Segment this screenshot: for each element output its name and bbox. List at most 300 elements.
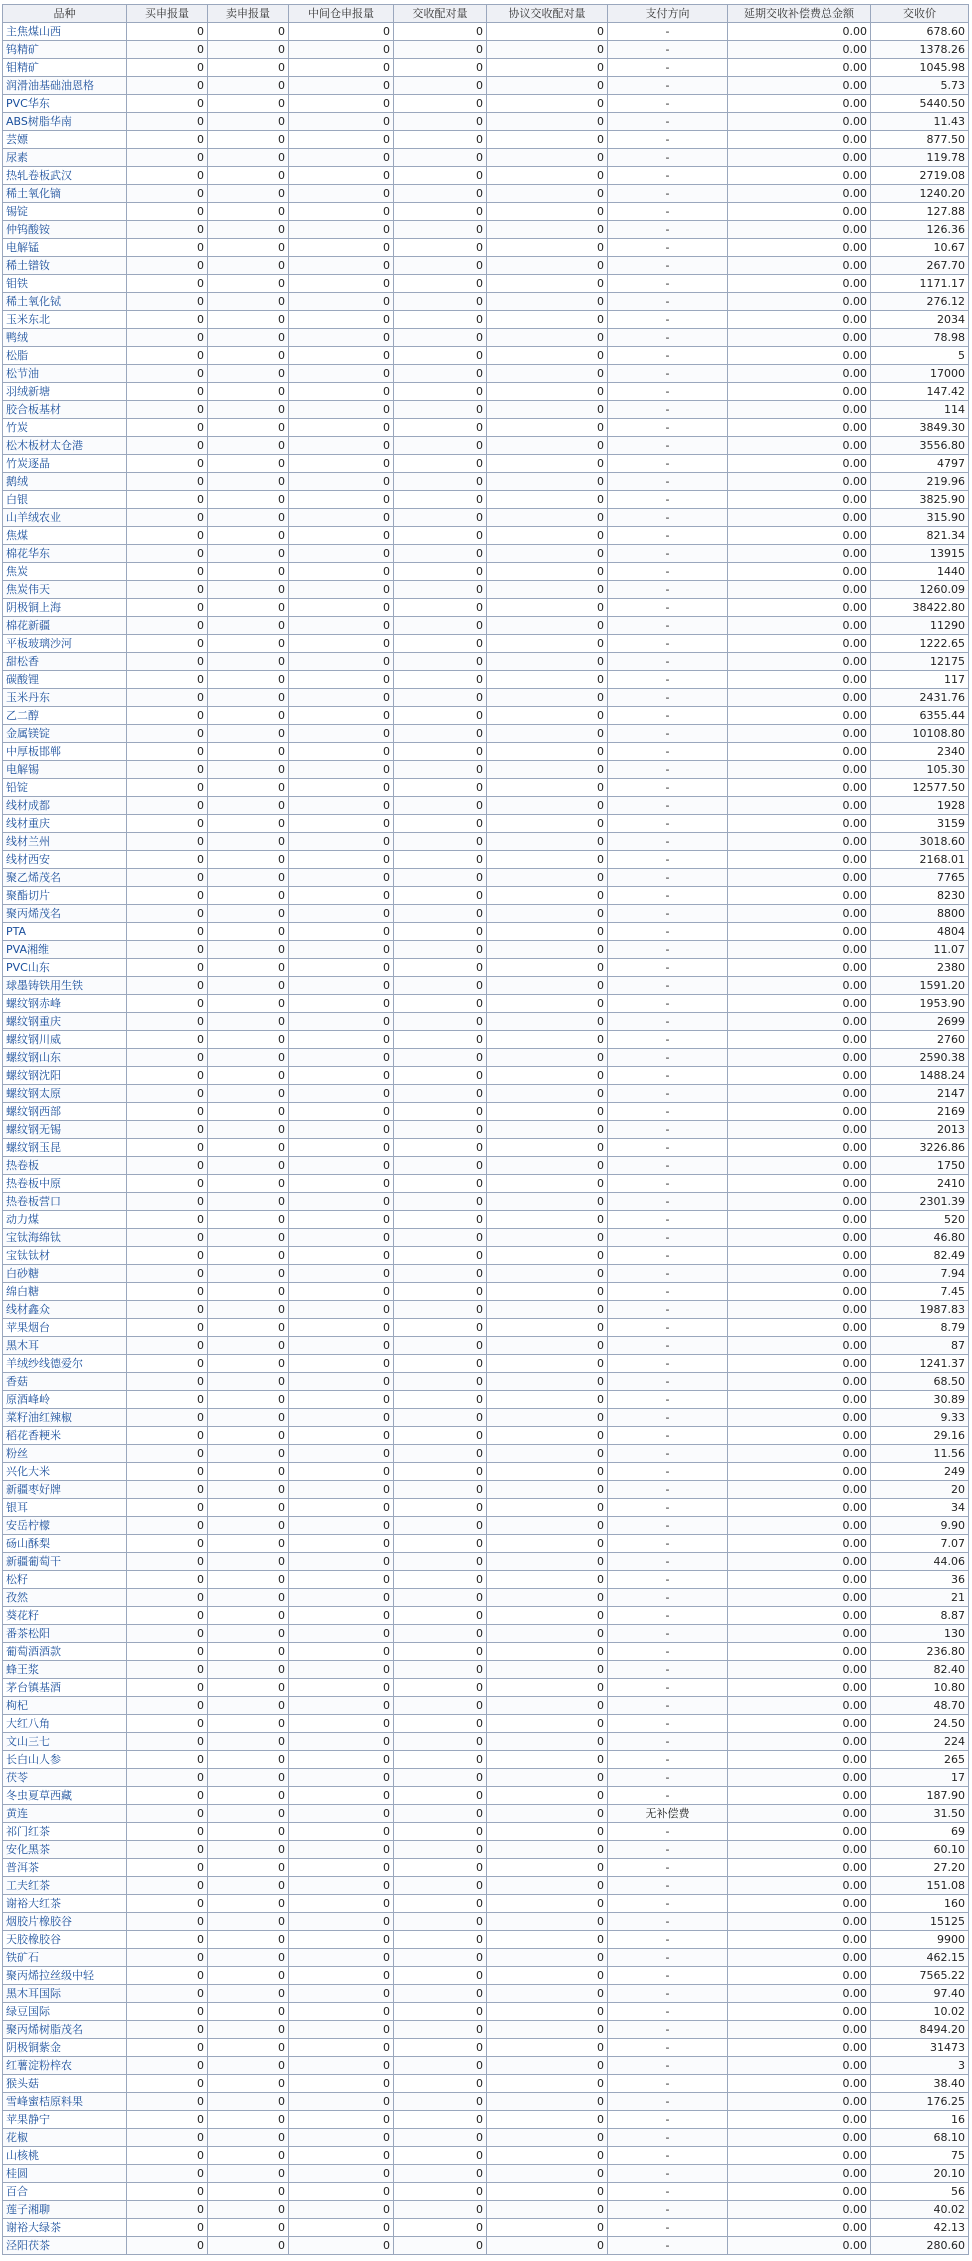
cell-product[interactable]: 稀土氧化铽 bbox=[3, 293, 127, 311]
cell-product[interactable]: 螺纹钢无锡 bbox=[3, 1121, 127, 1139]
cell-product[interactable]: 线材重庆 bbox=[3, 815, 127, 833]
cell-intermediate-declared: 0 bbox=[289, 77, 394, 95]
cell-product[interactable]: 锡锭 bbox=[3, 203, 127, 221]
cell-delivery-price: 5440.50 bbox=[871, 95, 969, 113]
cell-delivery-price: 127.88 bbox=[871, 203, 969, 221]
cell-payment-direction: - bbox=[608, 131, 728, 149]
cell-agreement-matched: 0 bbox=[487, 1859, 608, 1877]
cell-payment-direction: - bbox=[608, 689, 728, 707]
cell-delivery-price: 7.07 bbox=[871, 1535, 969, 1553]
cell-deferred-compensation: 0.00 bbox=[728, 2111, 871, 2129]
cell-product[interactable]: 白银 bbox=[3, 491, 127, 509]
header-payment-direction[interactable]: 支付方向 bbox=[608, 5, 728, 23]
cell-delivery-price: 12577.50 bbox=[871, 779, 969, 797]
cell-product[interactable]: 线材西安 bbox=[3, 851, 127, 869]
table-row bbox=[3, 1049, 969, 1067]
cell-buy-declared: 0 bbox=[127, 977, 208, 995]
cell-intermediate-declared: 0 bbox=[289, 941, 394, 959]
table-row bbox=[3, 1175, 969, 1193]
cell-product[interactable]: 碳酸锂 bbox=[3, 671, 127, 689]
cell-intermediate-declared: 0 bbox=[289, 1139, 394, 1157]
cell-sell-declared: 0 bbox=[208, 2201, 289, 2219]
cell-product[interactable]: 天胶橡胶谷 bbox=[3, 1931, 127, 1949]
cell-product[interactable]: 茯苓 bbox=[3, 1769, 127, 1787]
cell-payment-direction: - bbox=[608, 1193, 728, 1211]
cell-product[interactable]: 葡萄酒酒款 bbox=[3, 1643, 127, 1661]
cell-product[interactable]: 甜松香 bbox=[3, 653, 127, 671]
cell-product[interactable]: 苹果烟台 bbox=[3, 1319, 127, 1337]
cell-deferred-compensation: 0.00 bbox=[728, 473, 871, 491]
header-agreement-matched[interactable]: 协议交收配对量 bbox=[487, 5, 608, 23]
cell-product[interactable]: 黑木耳国际 bbox=[3, 1985, 127, 2003]
cell-payment-direction: - bbox=[608, 2147, 728, 2165]
cell-buy-declared: 0 bbox=[127, 635, 208, 653]
table-row bbox=[3, 1517, 969, 1535]
cell-product[interactable]: 大红八角 bbox=[3, 1715, 127, 1733]
header-product[interactable]: 品种 bbox=[3, 5, 127, 23]
cell-delivery-matched: 0 bbox=[394, 1139, 487, 1157]
cell-product[interactable]: 胶合板基材 bbox=[3, 401, 127, 419]
cell-product[interactable]: 玉米丹东 bbox=[3, 689, 127, 707]
table-row bbox=[3, 1481, 969, 1499]
cell-product[interactable]: 玉米东北 bbox=[3, 311, 127, 329]
cell-delivery-price: 24.50 bbox=[871, 1715, 969, 1733]
cell-buy-declared: 0 bbox=[127, 275, 208, 293]
cell-product[interactable]: 安化黑茶 bbox=[3, 1841, 127, 1859]
cell-intermediate-declared: 0 bbox=[289, 23, 394, 41]
cell-product[interactable]: 枸杞 bbox=[3, 1697, 127, 1715]
cell-product[interactable]: 稀土氧化镝 bbox=[3, 185, 127, 203]
cell-agreement-matched: 0 bbox=[487, 257, 608, 275]
cell-product[interactable]: 孜然 bbox=[3, 1589, 127, 1607]
cell-product[interactable]: 金属镁锭 bbox=[3, 725, 127, 743]
cell-delivery-price: 15125 bbox=[871, 1913, 969, 1931]
cell-sell-declared: 0 bbox=[208, 563, 289, 581]
cell-agreement-matched: 0 bbox=[487, 1463, 608, 1481]
cell-product[interactable]: 普洱茶 bbox=[3, 1859, 127, 1877]
cell-deferred-compensation: 0.00 bbox=[728, 1535, 871, 1553]
cell-product[interactable]: 螺纹钢山东 bbox=[3, 1049, 127, 1067]
cell-agreement-matched: 0 bbox=[487, 1427, 608, 1445]
cell-agreement-matched: 0 bbox=[487, 599, 608, 617]
cell-product[interactable]: 羊绒纱线德爱尔 bbox=[3, 1355, 127, 1373]
table-row bbox=[3, 1913, 969, 1931]
cell-product[interactable]: 主焦煤山西 bbox=[3, 23, 127, 41]
cell-payment-direction: - bbox=[608, 2021, 728, 2039]
cell-intermediate-declared: 0 bbox=[289, 635, 394, 653]
cell-payment-direction: - bbox=[608, 1175, 728, 1193]
table-row bbox=[3, 59, 969, 77]
cell-product[interactable]: 文山三七 bbox=[3, 1733, 127, 1751]
cell-agreement-matched: 0 bbox=[487, 1445, 608, 1463]
cell-product[interactable]: 绵白糖 bbox=[3, 1283, 127, 1301]
cell-delivery-matched: 0 bbox=[394, 707, 487, 725]
cell-product[interactable]: 山核桃 bbox=[3, 2147, 127, 2165]
cell-product[interactable]: 新疆葡萄干 bbox=[3, 1553, 127, 1571]
cell-agreement-matched: 0 bbox=[487, 1553, 608, 1571]
cell-product[interactable]: 番茶松阳 bbox=[3, 1625, 127, 1643]
cell-product[interactable]: 棉花华东 bbox=[3, 545, 127, 563]
cell-intermediate-declared: 0 bbox=[289, 653, 394, 671]
cell-agreement-matched: 0 bbox=[487, 2201, 608, 2219]
cell-payment-direction: - bbox=[608, 1373, 728, 1391]
cell-buy-declared: 0 bbox=[127, 563, 208, 581]
cell-deferred-compensation: 0.00 bbox=[728, 1787, 871, 1805]
table-row bbox=[3, 149, 969, 167]
cell-product[interactable]: 钼铁 bbox=[3, 275, 127, 293]
cell-product[interactable]: 线材兰州 bbox=[3, 833, 127, 851]
cell-agreement-matched: 0 bbox=[487, 1067, 608, 1085]
cell-product[interactable]: 线材鑫众 bbox=[3, 1301, 127, 1319]
table-row bbox=[3, 491, 969, 509]
cell-product[interactable]: 长白山人参 bbox=[3, 1751, 127, 1769]
cell-product[interactable]: PVC山东 bbox=[3, 959, 127, 977]
cell-product[interactable]: 螺纹钢沈阳 bbox=[3, 1067, 127, 1085]
table-row bbox=[3, 923, 969, 941]
cell-payment-direction: - bbox=[608, 1697, 728, 1715]
cell-product[interactable]: 螺纹钢赤峰 bbox=[3, 995, 127, 1013]
cell-deferred-compensation: 0.00 bbox=[728, 689, 871, 707]
cell-product[interactable]: 蜂王浆 bbox=[3, 1661, 127, 1679]
header-intermediate-declared[interactable]: 中间仓申报量 bbox=[289, 5, 394, 23]
cell-product[interactable]: 苹果静宁 bbox=[3, 2111, 127, 2129]
cell-product[interactable]: ABS树脂华南 bbox=[3, 113, 127, 131]
cell-buy-declared: 0 bbox=[127, 473, 208, 491]
cell-payment-direction: - bbox=[608, 743, 728, 761]
cell-sell-declared: 0 bbox=[208, 1121, 289, 1139]
cell-agreement-matched: 0 bbox=[487, 707, 608, 725]
cell-product[interactable]: 绿豆国际 bbox=[3, 2003, 127, 2021]
cell-product[interactable]: 安岳柠檬 bbox=[3, 1517, 127, 1535]
cell-sell-declared: 0 bbox=[208, 2165, 289, 2183]
cell-buy-declared: 0 bbox=[127, 293, 208, 311]
cell-product[interactable]: 雪峰蜜桔原料果 bbox=[3, 2093, 127, 2111]
cell-product[interactable]: 芸嫖 bbox=[3, 131, 127, 149]
cell-agreement-matched: 0 bbox=[487, 1535, 608, 1553]
cell-product[interactable]: 热卷板中原 bbox=[3, 1175, 127, 1193]
cell-product[interactable]: 润滑油基础油恩格 bbox=[3, 77, 127, 95]
cell-product[interactable]: 红薯淀粉梓农 bbox=[3, 2057, 127, 2075]
cell-product[interactable]: 冬虫夏草西藏 bbox=[3, 1787, 127, 1805]
cell-payment-direction: - bbox=[608, 1985, 728, 2003]
cell-deferred-compensation: 0.00 bbox=[728, 527, 871, 545]
cell-product[interactable]: 稀土镨钕 bbox=[3, 257, 127, 275]
cell-agreement-matched: 0 bbox=[487, 2237, 608, 2255]
cell-product[interactable]: 松木板材太仓港 bbox=[3, 437, 127, 455]
cell-agreement-matched: 0 bbox=[487, 1715, 608, 1733]
cell-product[interactable]: 聚酯切片 bbox=[3, 887, 127, 905]
cell-product[interactable]: 百合 bbox=[3, 2183, 127, 2201]
cell-buy-declared: 0 bbox=[127, 1139, 208, 1157]
cell-product[interactable]: 竹炭逐晶 bbox=[3, 455, 127, 473]
cell-product[interactable]: 乙二醇 bbox=[3, 707, 127, 725]
cell-sell-declared: 0 bbox=[208, 815, 289, 833]
cell-product[interactable]: 新疆枣好牌 bbox=[3, 1481, 127, 1499]
cell-product[interactable]: 花椒 bbox=[3, 2129, 127, 2147]
cell-product[interactable]: 电解锰 bbox=[3, 239, 127, 257]
cell-deferred-compensation: 0.00 bbox=[728, 2201, 871, 2219]
cell-buy-declared: 0 bbox=[127, 2219, 208, 2237]
cell-delivery-matched: 0 bbox=[394, 203, 487, 221]
cell-sell-declared: 0 bbox=[208, 1661, 289, 1679]
table-row bbox=[3, 293, 969, 311]
cell-product[interactable]: 铅锭 bbox=[3, 779, 127, 797]
cell-product[interactable]: 菜籽油红辣椒 bbox=[3, 1409, 127, 1427]
cell-product[interactable]: 谢裕大绿茶 bbox=[3, 2219, 127, 2237]
header-delivery-matched[interactable]: 交收配对量 bbox=[394, 5, 487, 23]
cell-intermediate-declared: 0 bbox=[289, 563, 394, 581]
cell-delivery-matched: 0 bbox=[394, 977, 487, 995]
cell-delivery-price: 3159 bbox=[871, 815, 969, 833]
cell-delivery-matched: 0 bbox=[394, 851, 487, 869]
cell-product[interactable]: 羽绒新塘 bbox=[3, 383, 127, 401]
cell-deferred-compensation: 0.00 bbox=[728, 1283, 871, 1301]
cell-sell-declared: 0 bbox=[208, 1247, 289, 1265]
cell-deferred-compensation: 0.00 bbox=[728, 1661, 871, 1679]
cell-product[interactable]: 阴极铜紫金 bbox=[3, 2039, 127, 2057]
table-row bbox=[3, 275, 969, 293]
cell-product[interactable]: 螺纹钢玉昆 bbox=[3, 1139, 127, 1157]
table-row bbox=[3, 23, 969, 41]
cell-sell-declared: 0 bbox=[208, 851, 289, 869]
cell-product[interactable]: 工夫红茶 bbox=[3, 1877, 127, 1895]
cell-product[interactable]: 猴头菇 bbox=[3, 2075, 127, 2093]
cell-product[interactable]: 尿素 bbox=[3, 149, 127, 167]
cell-agreement-matched: 0 bbox=[487, 761, 608, 779]
cell-intermediate-declared: 0 bbox=[289, 1013, 394, 1031]
cell-product[interactable]: 鹅绒 bbox=[3, 473, 127, 491]
cell-buy-declared: 0 bbox=[127, 1589, 208, 1607]
cell-product[interactable]: 动力煤 bbox=[3, 1211, 127, 1229]
cell-delivery-price: 38.40 bbox=[871, 2075, 969, 2093]
cell-deferred-compensation: 0.00 bbox=[728, 1697, 871, 1715]
cell-product[interactable]: 谢裕大红茶 bbox=[3, 1895, 127, 1913]
cell-buy-declared: 0 bbox=[127, 1535, 208, 1553]
cell-payment-direction: - bbox=[608, 1607, 728, 1625]
table-row bbox=[3, 959, 969, 977]
cell-delivery-price: 117 bbox=[871, 671, 969, 689]
cell-product[interactable]: PTA bbox=[3, 923, 127, 941]
cell-delivery-price: 10.02 bbox=[871, 2003, 969, 2021]
cell-product[interactable]: 烟胶片橡胶谷 bbox=[3, 1913, 127, 1931]
cell-product[interactable]: 香菇 bbox=[3, 1373, 127, 1391]
cell-buy-declared: 0 bbox=[127, 1121, 208, 1139]
cell-product[interactable]: 棉花新疆 bbox=[3, 617, 127, 635]
cell-product[interactable]: 黄连 bbox=[3, 1805, 127, 1823]
cell-agreement-matched: 0 bbox=[487, 185, 608, 203]
cell-product[interactable]: 泾阳茯茶 bbox=[3, 2237, 127, 2255]
cell-product[interactable]: 热卷板 bbox=[3, 1157, 127, 1175]
cell-delivery-matched: 0 bbox=[394, 833, 487, 851]
cell-buy-declared: 0 bbox=[127, 131, 208, 149]
cell-buy-declared: 0 bbox=[127, 671, 208, 689]
table-row bbox=[3, 779, 969, 797]
cell-buy-declared: 0 bbox=[127, 1625, 208, 1643]
cell-sell-declared: 0 bbox=[208, 779, 289, 797]
cell-product[interactable]: 螺纹钢太原 bbox=[3, 1085, 127, 1103]
cell-sell-declared: 0 bbox=[208, 1211, 289, 1229]
cell-payment-direction: - bbox=[608, 311, 728, 329]
cell-product[interactable]: 钼精矿 bbox=[3, 59, 127, 77]
table-row bbox=[3, 185, 969, 203]
cell-delivery-matched: 0 bbox=[394, 1517, 487, 1535]
cell-product[interactable]: 钨精矿 bbox=[3, 41, 127, 59]
table-row bbox=[3, 617, 969, 635]
cell-product[interactable]: 茅台镇基酒 bbox=[3, 1679, 127, 1697]
cell-product[interactable]: 热卷板营口 bbox=[3, 1193, 127, 1211]
cell-agreement-matched: 0 bbox=[487, 869, 608, 887]
cell-product[interactable]: 松脂 bbox=[3, 347, 127, 365]
cell-product[interactable]: 桂圆 bbox=[3, 2165, 127, 2183]
cell-sell-declared: 0 bbox=[208, 401, 289, 419]
table-row bbox=[3, 1607, 969, 1625]
cell-product[interactable]: 鸭绒 bbox=[3, 329, 127, 347]
cell-agreement-matched: 0 bbox=[487, 1751, 608, 1769]
cell-agreement-matched: 0 bbox=[487, 743, 608, 761]
cell-deferred-compensation: 0.00 bbox=[728, 1229, 871, 1247]
cell-intermediate-declared: 0 bbox=[289, 977, 394, 995]
cell-buy-declared: 0 bbox=[127, 23, 208, 41]
cell-payment-direction: - bbox=[608, 653, 728, 671]
cell-intermediate-declared: 0 bbox=[289, 1229, 394, 1247]
cell-product[interactable]: 中厚板邯郸 bbox=[3, 743, 127, 761]
cell-payment-direction: - bbox=[608, 581, 728, 599]
cell-product[interactable]: 黑木耳 bbox=[3, 1337, 127, 1355]
cell-buy-declared: 0 bbox=[127, 59, 208, 77]
cell-payment-direction: - bbox=[608, 1139, 728, 1157]
cell-payment-direction: - bbox=[608, 275, 728, 293]
cell-product[interactable]: 电解锡 bbox=[3, 761, 127, 779]
cell-product[interactable]: 祁门红茶 bbox=[3, 1823, 127, 1841]
cell-product[interactable]: 稻花香粳米 bbox=[3, 1427, 127, 1445]
cell-product[interactable]: 铁矿石 bbox=[3, 1949, 127, 1967]
header-deferred-compensation[interactable]: 延期交收补偿费总金额 bbox=[728, 5, 871, 23]
cell-deferred-compensation: 0.00 bbox=[728, 203, 871, 221]
cell-product[interactable]: 宝钛海绵钛 bbox=[3, 1229, 127, 1247]
cell-sell-declared: 0 bbox=[208, 1985, 289, 2003]
table-row bbox=[3, 473, 969, 491]
cell-deferred-compensation: 0.00 bbox=[728, 329, 871, 347]
cell-intermediate-declared: 0 bbox=[289, 41, 394, 59]
cell-product[interactable]: 松节油 bbox=[3, 365, 127, 383]
cell-product[interactable]: 螺纹钢川威 bbox=[3, 1031, 127, 1049]
table-row bbox=[3, 545, 969, 563]
cell-intermediate-declared: 0 bbox=[289, 149, 394, 167]
cell-delivery-matched: 0 bbox=[394, 689, 487, 707]
cell-product[interactable]: 线材成都 bbox=[3, 797, 127, 815]
cell-deferred-compensation: 0.00 bbox=[728, 1265, 871, 1283]
cell-delivery-price: 8.87 bbox=[871, 1607, 969, 1625]
cell-product[interactable]: 聚丙烯拉丝级中轻 bbox=[3, 1967, 127, 1985]
header-sell-declared[interactable]: 卖申报量 bbox=[208, 5, 289, 23]
cell-sell-declared: 0 bbox=[208, 1949, 289, 1967]
cell-product[interactable]: 原酒峰岭 bbox=[3, 1391, 127, 1409]
cell-buy-declared: 0 bbox=[127, 1481, 208, 1499]
cell-product[interactable]: 聚乙烯茂名 bbox=[3, 869, 127, 887]
cell-product[interactable]: 竹炭 bbox=[3, 419, 127, 437]
cell-product[interactable]: 平板玻璃沙河 bbox=[3, 635, 127, 653]
cell-product[interactable]: 阴极铜上海 bbox=[3, 599, 127, 617]
cell-product[interactable]: 山羊绒农业 bbox=[3, 509, 127, 527]
cell-product[interactable]: 焦炭 bbox=[3, 563, 127, 581]
cell-deferred-compensation: 0.00 bbox=[728, 2003, 871, 2021]
cell-intermediate-declared: 0 bbox=[289, 383, 394, 401]
cell-delivery-price: 31.50 bbox=[871, 1805, 969, 1823]
cell-sell-declared: 0 bbox=[208, 887, 289, 905]
cell-payment-direction: - bbox=[608, 1949, 728, 1967]
cell-sell-declared: 0 bbox=[208, 2237, 289, 2255]
cell-product[interactable]: 莲子湘聊 bbox=[3, 2201, 127, 2219]
cell-buy-declared: 0 bbox=[127, 1319, 208, 1337]
cell-product[interactable]: 焦炭伟天 bbox=[3, 581, 127, 599]
cell-intermediate-declared: 0 bbox=[289, 1715, 394, 1733]
cell-intermediate-declared: 0 bbox=[289, 2237, 394, 2255]
header-delivery-price[interactable]: 交收价 bbox=[871, 5, 969, 23]
cell-buy-declared: 0 bbox=[127, 2111, 208, 2129]
cell-deferred-compensation: 0.00 bbox=[728, 167, 871, 185]
cell-sell-declared: 0 bbox=[208, 1373, 289, 1391]
cell-delivery-matched: 0 bbox=[394, 1265, 487, 1283]
cell-product[interactable]: PVC华东 bbox=[3, 95, 127, 113]
table-row bbox=[3, 311, 969, 329]
cell-product[interactable]: 螺纹钢重庆 bbox=[3, 1013, 127, 1031]
cell-product[interactable]: 银耳 bbox=[3, 1499, 127, 1517]
cell-product[interactable]: 聚丙烯树脂茂名 bbox=[3, 2021, 127, 2039]
cell-payment-direction: - bbox=[608, 1895, 728, 1913]
cell-delivery-matched: 0 bbox=[394, 959, 487, 977]
cell-payment-direction: 无补偿费 bbox=[608, 1805, 728, 1823]
cell-deferred-compensation: 0.00 bbox=[728, 1085, 871, 1103]
cell-deferred-compensation: 0.00 bbox=[728, 581, 871, 599]
cell-product[interactable]: 松籽 bbox=[3, 1571, 127, 1589]
cell-intermediate-declared: 0 bbox=[289, 1193, 394, 1211]
cell-buy-declared: 0 bbox=[127, 1013, 208, 1031]
cell-deferred-compensation: 0.00 bbox=[728, 1985, 871, 2003]
cell-deferred-compensation: 0.00 bbox=[728, 1427, 871, 1445]
cell-intermediate-declared: 0 bbox=[289, 905, 394, 923]
cell-product[interactable]: 粉丝 bbox=[3, 1445, 127, 1463]
cell-product[interactable]: 聚丙烯茂名 bbox=[3, 905, 127, 923]
cell-product[interactable]: 热轧卷板武汉 bbox=[3, 167, 127, 185]
cell-product[interactable]: 葵花籽 bbox=[3, 1607, 127, 1625]
cell-product[interactable]: 球墨铸铁用生铁 bbox=[3, 977, 127, 995]
cell-sell-declared: 0 bbox=[208, 257, 289, 275]
cell-deferred-compensation: 0.00 bbox=[728, 2219, 871, 2237]
cell-buy-declared: 0 bbox=[127, 149, 208, 167]
cell-product[interactable]: 螺纹钢西部 bbox=[3, 1103, 127, 1121]
cell-deferred-compensation: 0.00 bbox=[728, 959, 871, 977]
cell-product[interactable]: PVA湘维 bbox=[3, 941, 127, 959]
cell-agreement-matched: 0 bbox=[487, 545, 608, 563]
cell-agreement-matched: 0 bbox=[487, 203, 608, 221]
header-buy-declared[interactable]: 买申报量 bbox=[127, 5, 208, 23]
cell-product[interactable]: 砀山酥梨 bbox=[3, 1535, 127, 1553]
cell-product[interactable]: 兴化大米 bbox=[3, 1463, 127, 1481]
cell-delivery-matched: 0 bbox=[394, 1157, 487, 1175]
cell-product[interactable]: 仲钨酸铵 bbox=[3, 221, 127, 239]
cell-sell-declared: 0 bbox=[208, 95, 289, 113]
cell-delivery-matched: 0 bbox=[394, 995, 487, 1013]
cell-delivery-price: 36 bbox=[871, 1571, 969, 1589]
cell-agreement-matched: 0 bbox=[487, 1085, 608, 1103]
cell-buy-declared: 0 bbox=[127, 2183, 208, 2201]
cell-product[interactable]: 白砂糖 bbox=[3, 1265, 127, 1283]
cell-product[interactable]: 宝钛钛材 bbox=[3, 1247, 127, 1265]
cell-deferred-compensation: 0.00 bbox=[728, 419, 871, 437]
cell-product[interactable]: 焦煤 bbox=[3, 527, 127, 545]
cell-sell-declared: 0 bbox=[208, 2039, 289, 2057]
table-row bbox=[3, 1013, 969, 1031]
